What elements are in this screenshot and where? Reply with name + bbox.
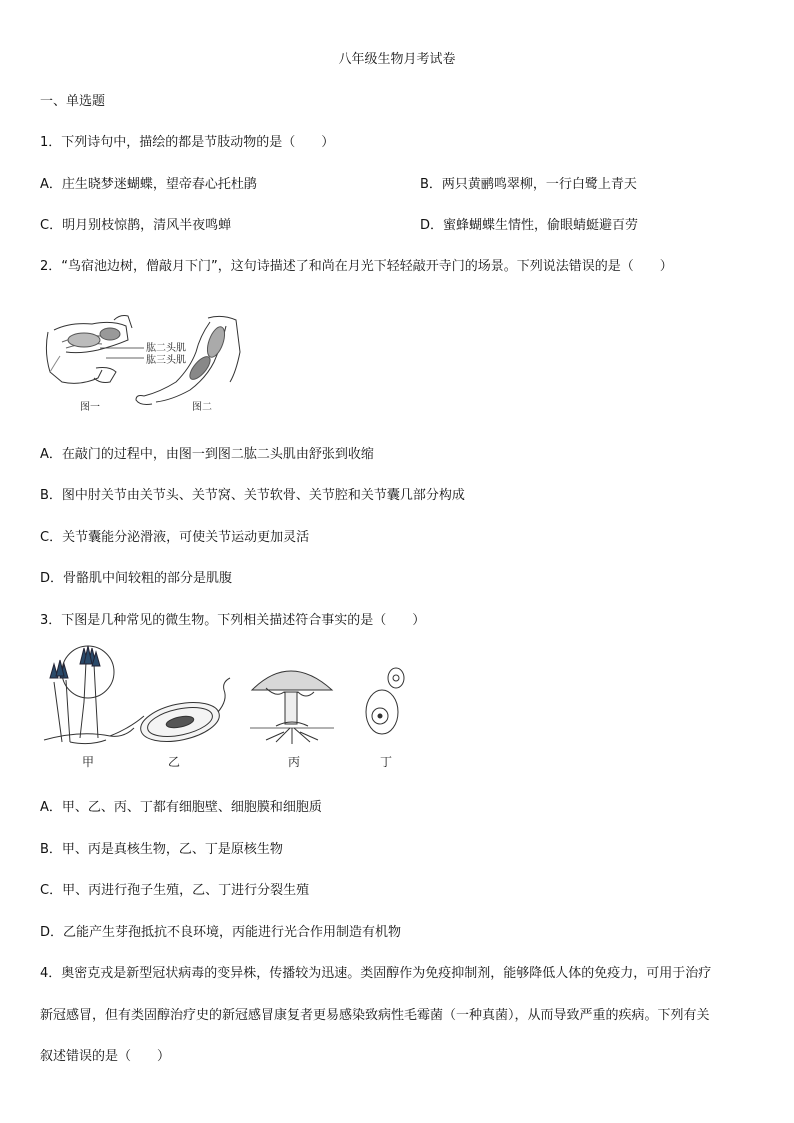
arm-figure-one — [46, 316, 132, 384]
arm-muscle-figure — [40, 312, 250, 418]
mold-illustration — [44, 646, 144, 744]
q3-stem: 3．下图是几种常见的微生物。下列相关描述符合事实的是（ ） — [40, 613, 426, 628]
q3-option-a: A．甲、乙、丙、丁都有细胞壁、细胞膜和细胞质 — [40, 800, 322, 815]
q4-stem-line3: 叙述错误的是（ ） — [40, 1049, 171, 1064]
q1-option-a: A．庄生晓梦迷蝴蝶，望帝春心托杜鹃 — [40, 177, 257, 192]
label-triceps: 肱三头肌 — [146, 355, 186, 366]
fig-two-caption: 图二 — [192, 402, 212, 413]
label-jia: 甲 — [82, 755, 95, 769]
q3-option-b: B．甲、丙是真核生物，乙、丁是原核生物 — [40, 842, 283, 857]
page-title: 八年级生物月考试卷 — [338, 52, 456, 67]
bacterium-illustration — [137, 678, 230, 748]
label-ding: 丁 — [380, 755, 393, 769]
yeast-illustration — [366, 668, 404, 734]
q4-stem-line1: 4．奥密克戎是新型冠状病毒的变异株，传播较为迅速。类固醇作为免疫抑制剂，能够降低人体的免疫力，可用于治疗 — [40, 966, 712, 981]
q4-stem-line2: 新冠感冒，但有类固醇治疗史的新冠感冒康复者更易感染致病性毛霉菌（一种真菌），从而导致严重的疾病。下列有关 — [40, 1008, 710, 1023]
q2-option-d: D．骨骼肌中间较粗的部分是肌腹 — [40, 571, 233, 586]
mushroom-illustration — [250, 671, 334, 744]
q1-option-d: D．蜜蜂蝴蝶生情性，偷眼蜻蜓避百劳 — [420, 218, 639, 233]
label-yi: 乙 — [168, 755, 181, 769]
q1-stem: 1．下列诗句中，描绘的都是节肢动物的是（ ） — [40, 135, 335, 150]
q3-option-d: D．乙能产生芽孢抵抗不良环境，丙能进行光合作用制造有机物 — [40, 925, 402, 940]
q2-option-b: B．图中肘关节由关节头、关节窝、关节软骨、关节腔和关节囊几部分构成 — [40, 488, 465, 503]
q3-option-c: C．甲、丙进行孢子生殖，乙、丁进行分裂生殖 — [40, 883, 310, 898]
q2-stem: 2．“鸟宿池边树，僧敲月下门”，这句诗描述了和尚在月光下轻轻敲开寺门的场景。下列说法错误的是（ ） — [40, 259, 673, 274]
microorganism-figure — [40, 642, 420, 774]
label-bing: 丙 — [288, 755, 301, 769]
section-heading: 一、单选题 — [40, 94, 106, 109]
label-biceps: 肱二头肌 — [146, 343, 186, 354]
q1-option-c: C．明月别枝惊鹊，清风半夜鸣蝉 — [40, 218, 232, 233]
fig-one-caption: 图一 — [80, 402, 100, 413]
q2-option-a: A．在敲门的过程中，由图一到图二肱二头肌由舒张到收缩 — [40, 447, 374, 462]
label-leader-lines — [100, 348, 144, 358]
q2-option-c: C．关节囊能分泌滑液，可使关节运动更加灵活 — [40, 530, 310, 545]
q1-option-b: B．两只黄鹂鸣翠柳，一行白鹭上青天 — [420, 177, 637, 192]
